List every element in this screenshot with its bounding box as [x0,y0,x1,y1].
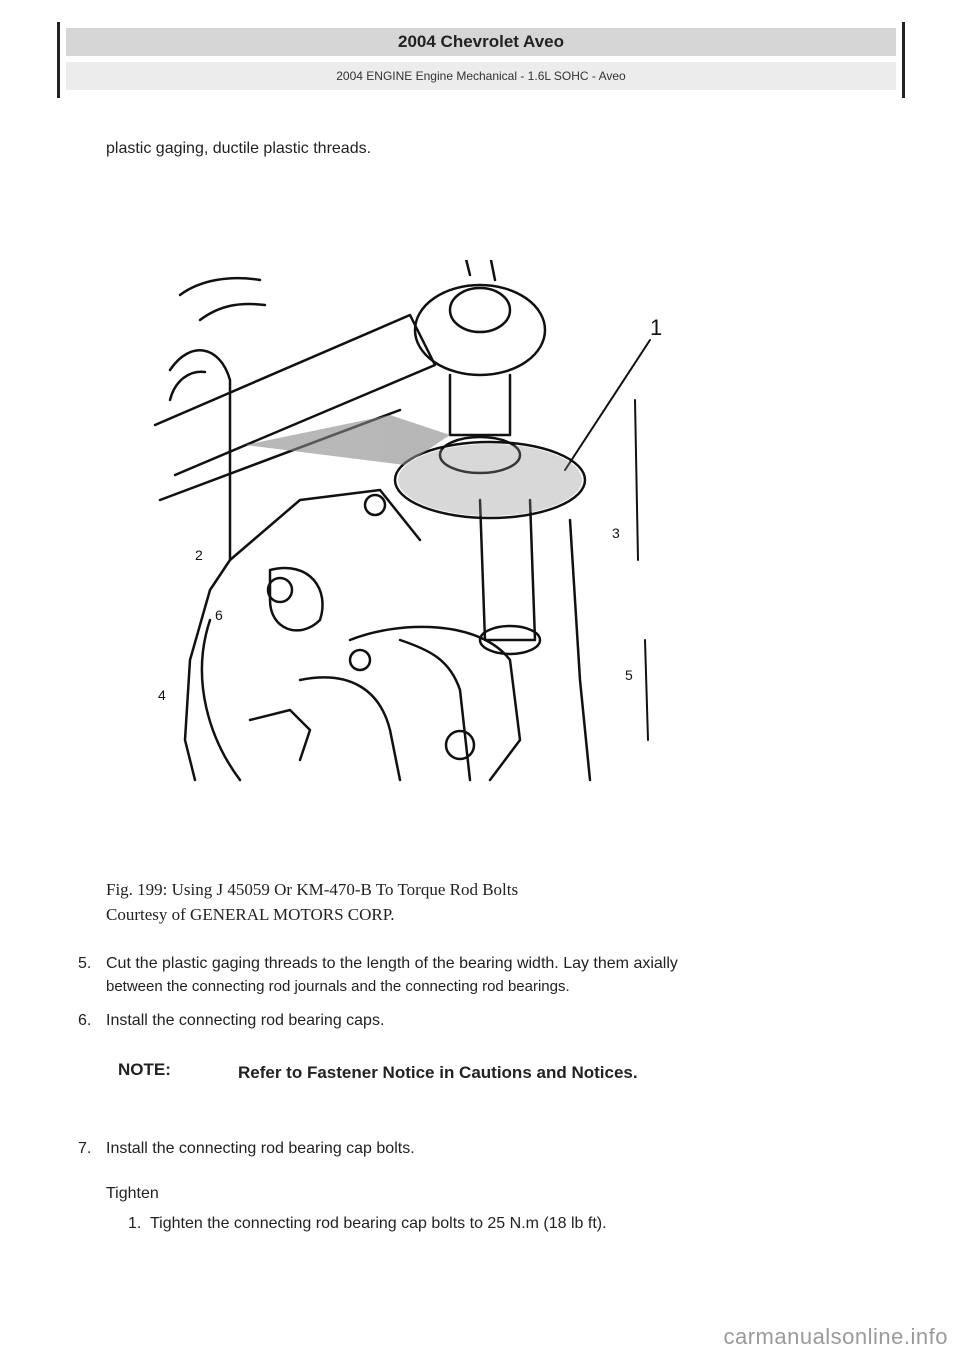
header-subtitle: 2004 ENGINE Engine Mechanical - 1.6L SOHC - Aveo [336,69,626,83]
watermark: carmanualsonline.info [723,1324,948,1349]
step-5-text-continued: between the connecting rod journals and the connecting rod bearings. [106,978,570,995]
tighten-item-number: 1. [128,1215,142,1232]
torque-rod-bolts-illustration [150,260,690,790]
header-subtitle-band [66,62,896,90]
step-6-text: Install the connecting rod bearing caps. [106,1012,385,1029]
callout-1: 1 [650,315,663,340]
tighten-item-text: Tighten the connecting rod bearing cap bolts to 25 N.m (18 lb ft). [150,1215,607,1232]
tighten-heading: Tighten [106,1185,159,1202]
figure-courtesy: Courtesy of GENERAL MOTORS CORP. [106,905,395,924]
step-7-text: Install the connecting rod bearing cap bolts. [106,1140,415,1157]
callout-2: 2 [195,547,203,563]
note-label: NOTE: [118,1060,171,1079]
callout-3: 3 [612,525,620,541]
note-text: Refer to Fastener Notice in Cautions and Notices. [238,1063,638,1082]
document-header [57,22,905,98]
header-title: 2004 Chevrolet Aveo [398,32,564,51]
callout-6: 6 [215,607,223,623]
header-title-band [66,28,896,56]
intro-text: plastic gaging, ductile plastic threads. [106,140,372,157]
figure-caption: Fig. 199: Using J 45059 Or KM-470-B To Torque Rod Bolts [106,880,519,899]
step-7-number: 7. [78,1140,92,1157]
callout-4: 4 [158,687,166,703]
step-6-number: 6. [78,1012,92,1029]
step-5-number: 5. [78,955,92,972]
callout-5: 5 [625,667,633,683]
step-5-text: Cut the plastic gaging threads to the length of the bearing width. Lay them axially [106,955,678,972]
